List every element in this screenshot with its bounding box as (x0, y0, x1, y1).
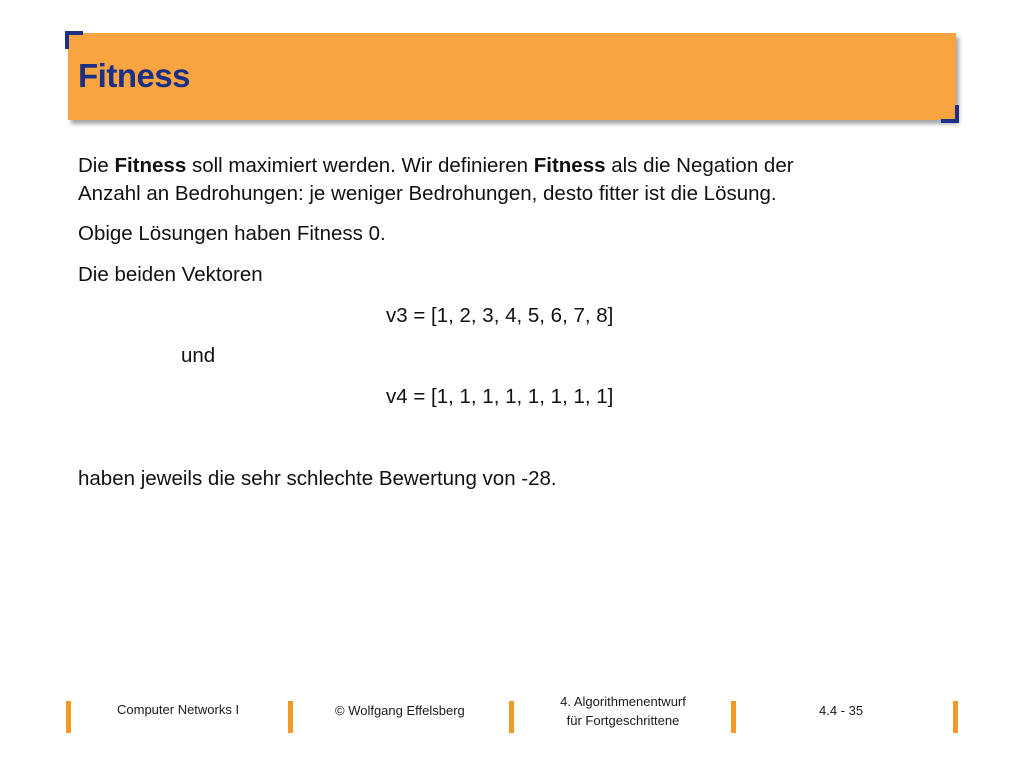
footer-chapter-line-2: für Fortgeschrittene (566, 713, 680, 728)
vector-v3: v3 = [1, 2, 3, 4, 5, 6, 7, 8] (386, 304, 614, 327)
bold-term: Fitness (114, 154, 187, 177)
footer-separator (953, 701, 958, 733)
corner-bracket-top-left (65, 31, 83, 49)
footer-chapter (538, 692, 708, 730)
text-segment: soll maximiert werden. Wir definieren (186, 154, 534, 177)
footer-author: © Wolfgang Effelsberg (335, 703, 465, 718)
footer-course: Computer Networks I (117, 702, 240, 717)
paragraph-two-vectors: Die beiden Vektoren (78, 263, 263, 286)
title-bar (68, 33, 956, 120)
paragraph-rating: haben jeweils die sehr schlechte Bewertung von -28. (78, 467, 557, 490)
conjunction-und: und (181, 344, 216, 367)
footer-separator (288, 701, 293, 733)
paragraph-line-2: Anzahl an Bedrohungen: je weniger Bedrohungen, desto fitter ist die Lösung. (78, 182, 777, 205)
slide-title: Fitness (78, 57, 191, 94)
text-segment: als die Negation der (605, 154, 794, 177)
vector-v4: v4 = [1, 1, 1, 1, 1, 1, 1, 1] (386, 385, 614, 408)
text-segment: Die (78, 154, 115, 177)
paragraph-solutions-fitness: Obige Lösungen haben Fitness 0. (78, 222, 386, 245)
footer-page-number: 4.4 - 35 (819, 703, 864, 718)
corner-bracket-bottom-right (941, 105, 959, 123)
paragraph-line-1 (78, 152, 794, 180)
footer-separator (731, 701, 736, 733)
bold-term: Fitness (533, 154, 606, 177)
footer-separator (66, 701, 71, 733)
footer-chapter-line-1: 4. Algorithmenentwurf (560, 694, 686, 709)
paragraph-fitness-definition (78, 152, 794, 208)
footer-separator (509, 701, 514, 733)
